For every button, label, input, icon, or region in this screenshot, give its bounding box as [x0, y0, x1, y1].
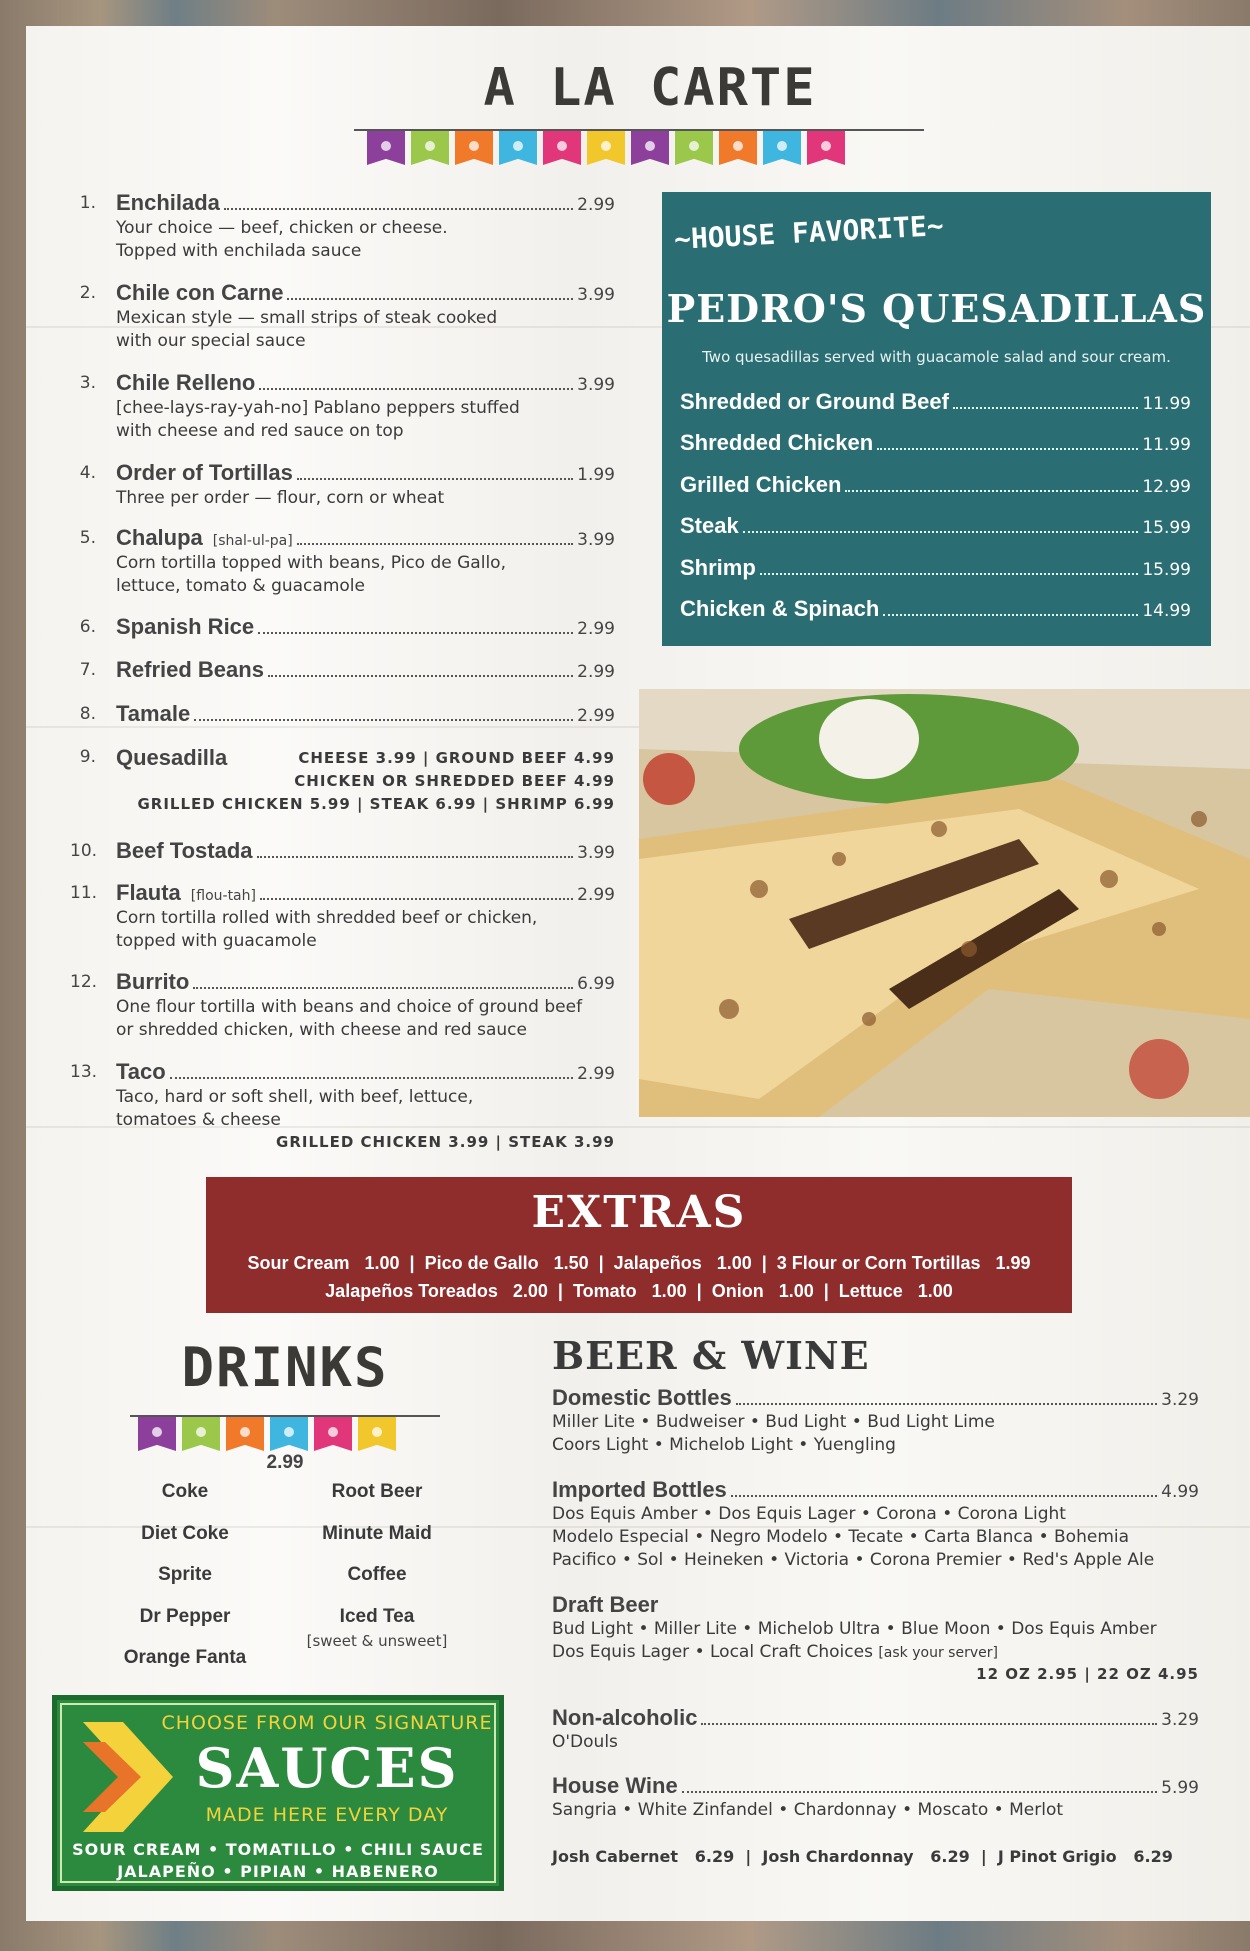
item-price: 1.99 [577, 465, 615, 485]
house-favorite-item: Chicken & Spinach 14.99 [680, 596, 1191, 621]
item-description: lettuce, tomato & guacamole [116, 576, 365, 596]
item-name: Refried Beans [116, 657, 264, 682]
leader-dots [194, 719, 573, 721]
item-name: Enchilada [116, 190, 220, 215]
item-pronunciation: [shal-ul-pa] [212, 533, 293, 549]
leader-dots [258, 632, 573, 634]
drink-item: Minute Maid [322, 1522, 432, 1544]
sauces-list-1: SOUR CREAM • TOMATILLO • CHILI SAUCE [72, 1840, 484, 1859]
beer-wine-title: BEER & WINE [552, 1333, 870, 1378]
flag-icon [411, 131, 449, 165]
sauces-title: SAUCES [195, 1736, 459, 1800]
beer-domestic: Domestic Bottles 3.29 Miller Lite • Budweiser • Bud Light • Bud Light Lime Coors Light • Michelob Light • Yuengling [552, 1385, 1199, 1455]
sauces-line-2: MADE HERE EVERY DAY [205, 1804, 449, 1826]
flag-icon [543, 131, 581, 165]
leader-dots [260, 898, 573, 900]
item-name: Tamale [116, 701, 191, 726]
quesadilla-prices-1: CHEESE 3.99 | GROUND BEEF 4.99 [298, 749, 615, 767]
menu-item [70, 525, 615, 605]
item-name: Chalupa [116, 525, 203, 550]
extras-line-2: Jalapeños Toreados 2.00 | Tomato 1.00 | Onion 1.00 | Lettuce 1.00 [325, 1281, 953, 1301]
flag-icon [314, 1417, 352, 1451]
flag-icon [719, 131, 757, 165]
item-description: Topped with enchilada sauce [116, 241, 362, 261]
beer-imported: Imported Bottles 4.99 Dos Equis Amber • Dos Equis Lager • Corona • Corona Light Modelo Especial • Negro Modelo • Tecate • Carta Blanca • Bohemia Pacifico • Sol • Heineken • Victoria • Corona Premier • Red's Apple Ale [552, 1477, 1199, 1570]
drinks-price: 2.99 [266, 1452, 304, 1473]
item-description: Taco, hard or soft shell, with beef, lettuce, [116, 1087, 474, 1107]
flag-icon [367, 131, 405, 165]
item-number: 12. [70, 972, 98, 992]
item-name: Spanish Rice [116, 614, 255, 639]
leader-dots [287, 298, 573, 300]
flag-icon [807, 131, 845, 165]
taco-extra-prices: GRILLED CHICKEN 3.99 | STEAK 3.99 [276, 1133, 615, 1151]
drink-item: Iced Tea [339, 1605, 415, 1627]
leader-dots [297, 543, 573, 545]
item-name: Chile con Carne [116, 280, 284, 305]
item-price: 3.99 [577, 843, 615, 863]
item-description: Corn tortilla rolled with shredded beef or chicken, [116, 908, 538, 928]
flag-icon [182, 1417, 220, 1451]
extras-line-1: Sour Cream 1.00 | Pico de Gallo 1.50 | Jalapeños 1.00 | 3 Flour or Corn Tortillas 1.99 [247, 1253, 1031, 1273]
leader-dots [257, 856, 574, 858]
item-description: or shredded chicken, with cheese and red sauce [116, 1020, 527, 1040]
item-description: topped with guacamole [116, 931, 317, 951]
beer-draft: Draft Beer Bud Light • Miller Lite • Michelob Ultra • Blue Moon • Dos Equis Amber Dos Equis Lager • Local Craft Choices [ask your server] 12 OZ 2.95 | 22 OZ 4.95 [552, 1592, 1199, 1683]
drink-item: Diet Coke [141, 1522, 229, 1544]
item-description: tomatoes & cheese [116, 1110, 281, 1130]
house-favorite-box [662, 192, 1211, 646]
flag-icon [631, 131, 669, 165]
flag-icon [455, 131, 493, 165]
house-favorite-item: Grilled Chicken 12.99 [680, 471, 1191, 497]
house-favorite-subtitle: Two quesadillas served with guacamole salad and sour cream. [702, 348, 1171, 366]
flag-icon [138, 1417, 176, 1451]
item-number: 8. [79, 704, 96, 724]
flag-icon [226, 1417, 264, 1451]
house-favorite-item: Shredded or Ground Beef 11.99 [680, 389, 1191, 414]
item-number: 7. [79, 660, 96, 680]
flag-icon [499, 131, 537, 165]
sauces-box [52, 1695, 504, 1891]
house-favorite-item: Steak 15.99 [680, 513, 1191, 539]
item-price: 3.99 [577, 375, 615, 395]
item-price: 2.99 [577, 662, 615, 682]
item-price: 2.99 [577, 619, 615, 639]
item-price: 2.99 [577, 706, 615, 726]
leader-dots [268, 675, 573, 677]
item-number: 10. [70, 841, 98, 861]
quesadilla-prices-2: CHICKEN OR SHREDDED BEEF 4.99 [294, 772, 615, 790]
item-description: One flour tortilla with beans and choice of ground beef [116, 997, 583, 1017]
item-name: Taco [116, 1059, 166, 1084]
item-price: 2.99 [577, 195, 615, 215]
drinks-title: DRINKS [181, 1336, 389, 1399]
item-number: 3. [79, 373, 96, 393]
menu-item [70, 190, 615, 270]
item-price: 6.99 [577, 974, 615, 994]
item-name: Chile Relleno [116, 370, 256, 395]
house-favorite-title: PEDRO'S QUESADILLAS [666, 286, 1207, 331]
beer-nonalcoholic: Non-alcoholic 3.29 O'Douls [552, 1705, 1199, 1752]
item-number: 11. [70, 883, 98, 903]
item-price: 3.99 [577, 530, 615, 550]
item-description: Three per order — flour, corn or wheat [116, 488, 445, 508]
item-name: Beef Tostada [116, 838, 253, 863]
flag-icon [358, 1417, 396, 1451]
quesadilla-photo [639, 689, 1250, 1117]
leader-dots [224, 208, 573, 210]
leader-dots [170, 1077, 573, 1079]
menu-item [70, 1059, 615, 1139]
menu-item [70, 969, 615, 1049]
item-pronunciation: [flou-tah] [190, 888, 256, 904]
item-name: Burrito [116, 969, 190, 994]
item-number: 1. [79, 193, 96, 213]
menu-item [70, 370, 615, 450]
item-name: Flauta [116, 880, 181, 905]
quesadilla-illustration [639, 689, 1250, 1117]
house-favorite-item: Shrimp 15.99 [680, 554, 1191, 580]
house-wine: House Wine 5.99 Sangria • White Zinfandel • Chardonnay • Moscato • Merlot [552, 1773, 1199, 1820]
drink-item: Orange Fanta [123, 1647, 247, 1668]
drink-item: Coke [161, 1481, 209, 1502]
house-favorite-item: Shredded Chicken 11.99 [680, 430, 1191, 456]
item-price: 3.99 [577, 285, 615, 305]
flag-icon [270, 1417, 308, 1451]
sauces-list-2: JALAPEÑO • PIPIAN • HABENERO [117, 1862, 439, 1881]
quesadilla-prices-3: GRILLED CHICKEN 5.99 | STEAK 6.99 | SHRIMP 6.99 [137, 795, 615, 813]
sauces-line-1: CHOOSE FROM OUR SIGNATURE [161, 1712, 493, 1734]
leader-dots [259, 388, 573, 390]
item-description: [chee-lays-ray-yah-no] Pablano peppers stuffed [116, 398, 520, 418]
draft-sizes: 12 OZ 2.95 | 22 OZ 4.95 [976, 1665, 1199, 1683]
extras-title: EXTRAS [531, 1187, 747, 1238]
leader-dots [193, 987, 573, 989]
house-favorite-kicker: ~HOUSE FAVORITE~ [673, 208, 945, 257]
item-name: Quesadilla [116, 745, 228, 770]
drink-item: Root Beer [331, 1481, 423, 1502]
item-description: Corn tortilla topped with beans, Pico de Gallo, [116, 553, 506, 573]
menu-item-quesadilla: 9. Quesadilla CHEESE 3.99 | GROUND BEEF 4.99 CHICKEN OR SHREDDED BEEF 4.99 GRILLED CHICKEN 5.99 | STEAK 6.99 | SHRIMP 6.99 [79, 745, 615, 813]
item-number: 2. [79, 283, 96, 303]
item-description: with cheese and red sauce on top [116, 421, 404, 441]
drink-item: Sprite [158, 1564, 212, 1585]
item-number: 6. [79, 617, 96, 637]
drink-item: Coffee [347, 1564, 407, 1585]
drink-item: Dr Pepper [139, 1605, 231, 1627]
item-name: Order of Tortillas [116, 460, 293, 485]
premium-wines: Josh Cabernet 6.29 | Josh Chardonnay 6.29 | J Pinot Grigio 6.29 [552, 1847, 1173, 1866]
a-la-carte-title: A LA CARTE [483, 58, 817, 118]
drinks-papel-picado [138, 1417, 396, 1451]
item-number: 4. [79, 463, 96, 483]
flag-icon [587, 131, 625, 165]
item-price: 2.99 [577, 1064, 615, 1084]
flag-icon [763, 131, 801, 165]
menu-item [70, 880, 615, 960]
extras-banner [206, 1177, 1072, 1313]
item-number: 13. [70, 1062, 98, 1082]
iced-tea-note: [sweet & unsweet] [306, 1632, 448, 1650]
item-price: 2.99 [577, 885, 615, 905]
leader-dots [297, 478, 573, 480]
flag-icon [675, 131, 713, 165]
item-description: Mexican style — small strips of steak cooked [116, 308, 498, 328]
menu-item [70, 280, 615, 360]
item-number: 5. [79, 528, 96, 548]
item-description: Your choice — beef, chicken or cheese. [116, 218, 448, 238]
item-description: with our special sauce [116, 331, 306, 351]
papel-picado-banner [367, 131, 845, 165]
